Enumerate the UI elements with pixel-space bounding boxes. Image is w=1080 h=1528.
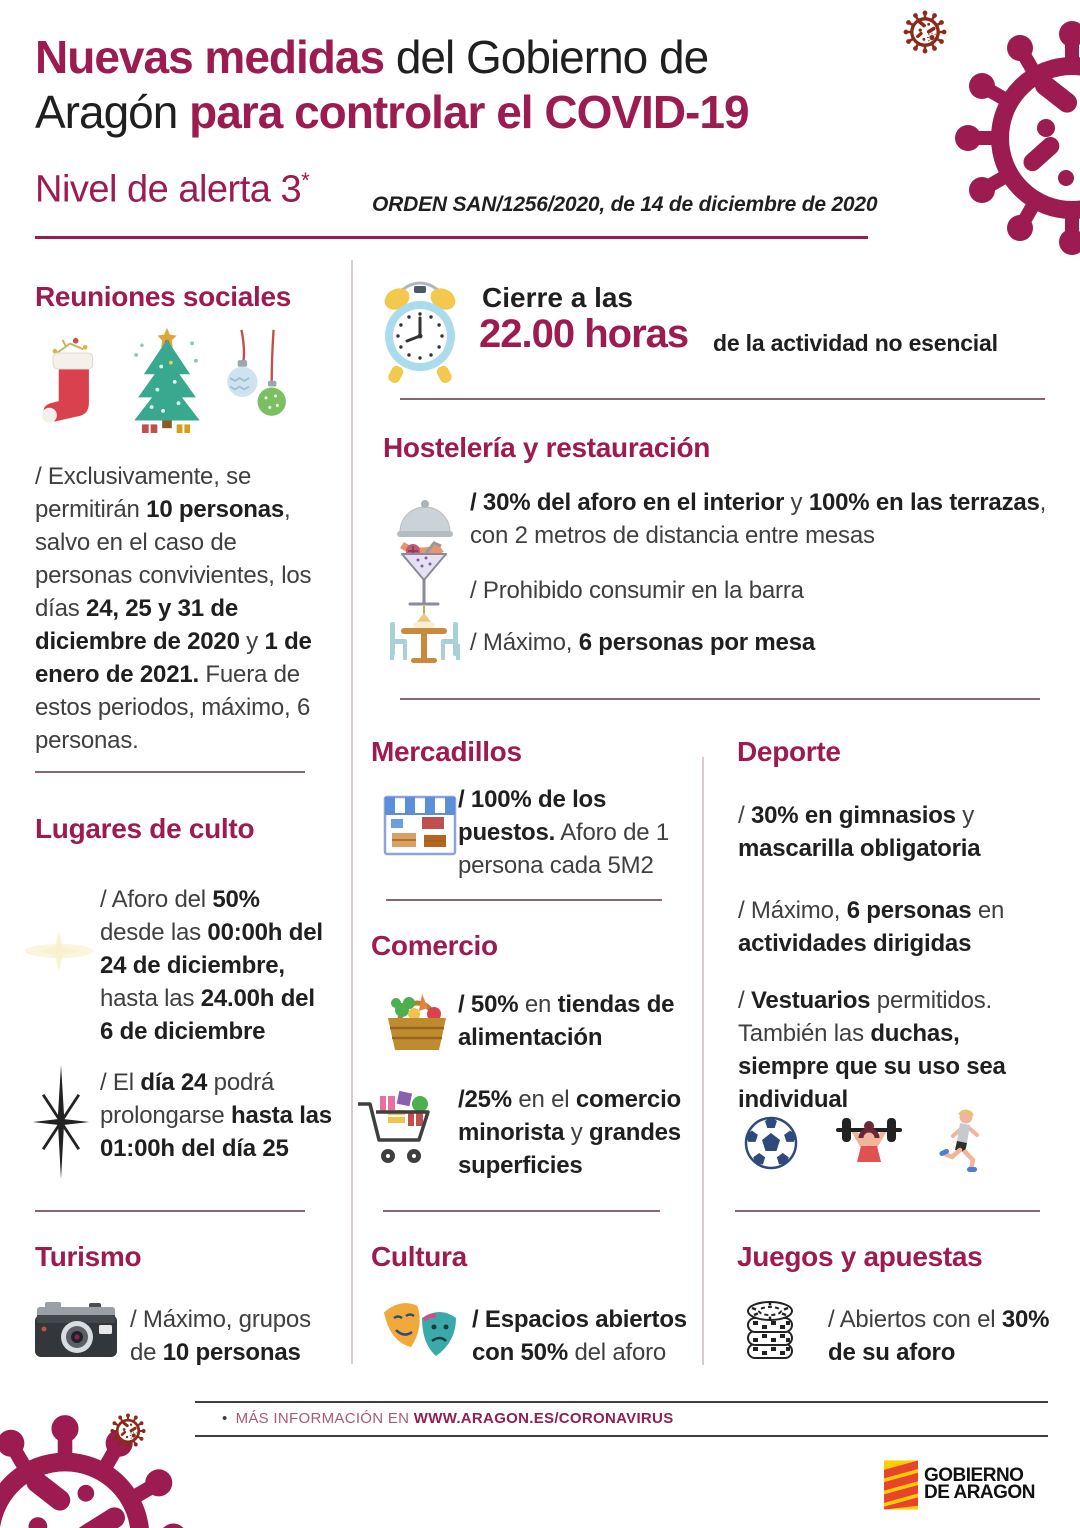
section-title-cultura: Cultura: [371, 1241, 467, 1272]
theater-masks-icon: [376, 1296, 464, 1362]
market-stall-icon: [382, 791, 458, 857]
alert-level-asterisk: *: [301, 168, 310, 193]
cierre-time: 22.00 horas: [479, 312, 689, 356]
stocking-icon: [38, 328, 104, 428]
poker-chips-icon: [742, 1294, 798, 1362]
gov-logo-line1: GOBIERNO: [924, 1465, 1024, 1486]
page-title: [35, 30, 915, 140]
runner-icon: [936, 1108, 988, 1174]
virus-small-icon: [110, 1413, 146, 1449]
cierre-line2: de la actividad no esencial: [713, 330, 998, 356]
order-reference: ORDEN SAN/1256/2020, de 14 de diciembre de 2020: [372, 193, 878, 216]
lugares-item-1: / Aforo del 50% desde las 00:00h del 24 de diciembre, hasta las 24.00h del 6 de diciembre: [100, 886, 323, 1045]
virus-small-icon: [903, 10, 947, 54]
christmas-tree-icon: [128, 326, 206, 434]
column-divider: [351, 260, 353, 1364]
soccer-ball-icon: [744, 1116, 798, 1170]
deporte-item-1: / 30% en gimnasios y mascarilla obligatoria: [738, 802, 981, 862]
header-rule: [35, 236, 868, 239]
divider: [386, 899, 662, 901]
footer-rule-top: [195, 1401, 1048, 1403]
section-title-hosteleria: Hostelería y restauración: [383, 432, 711, 463]
grocery-basket-icon: [376, 984, 458, 1056]
hosteleria-item-2: / Prohibido consumir en la barra: [470, 577, 804, 604]
deporte-item-3: / Vestuarios permitidos. También las duchas, siempre que su uso sea individual: [738, 987, 1006, 1113]
baubles-icon: [222, 328, 294, 430]
page-title-accent-1: Nuevas medidas: [35, 31, 385, 83]
comercio-item-2: /25% en el comercio minorista y grandes superficies: [458, 1086, 682, 1179]
section-title-lugares: Lugares de culto: [35, 813, 255, 844]
alert-level-text: Nivel de alerta 3: [35, 168, 302, 211]
table-chairs-icon: [384, 606, 464, 668]
footer-rule-bottom: [195, 1435, 1048, 1437]
shopping-cart-icon: [356, 1090, 444, 1174]
page-title-plain-2: Aragón: [35, 86, 190, 138]
cultura-item-1: / Espacios abiertos con 50% del aforo: [472, 1306, 687, 1366]
star-sparkle-icon: [30, 1062, 92, 1182]
juegos-item-1: / Abiertos con el 30% de su aforo: [828, 1306, 1050, 1366]
candle-glow-icon: [20, 925, 98, 977]
weightlifter-icon: [832, 1112, 906, 1176]
divider: [35, 771, 305, 773]
section-title-comercio: Comercio: [371, 930, 498, 961]
camera-icon: [33, 1299, 119, 1361]
lugares-item-2: / El día 24 podrá prolongarse hasta las 01:00h del día 25: [100, 1069, 332, 1162]
section-title-mercadillos: Mercadillos: [371, 736, 522, 767]
section-title-reuniones: Reuniones sociales: [35, 281, 292, 312]
gov-logo-line2: DE ARAGON: [924, 1482, 1035, 1503]
reuniones-text: / Exclusivamente, se permitirán 10 personas, salvo en el caso de personas convivientes, los días 24, 25 y 31 de diciembre de 2020 y 1 de enero de 2021. Fuera de estos periodos, máximo, 6 personas.: [35, 463, 312, 754]
deporte-item-2: / Máximo, 6 personas en actividades dirigidas: [738, 897, 1005, 957]
divider: [735, 1210, 1040, 1212]
section-title-turismo: Turismo: [35, 1241, 142, 1272]
hosteleria-item-1: / 30% del aforo en el interior y 100% en las terrazas, con 2 metros de distancia entre mesas: [470, 489, 1047, 549]
mercadillos-item-1: / 100% de los puestos. Aforo de 1 persona cada 5M2: [458, 786, 669, 879]
page-title-accent-2: para controlar el COVID-19: [189, 86, 749, 138]
page-title-plain-1: del Gobierno de: [384, 31, 709, 83]
divider: [400, 698, 1040, 700]
virus-large-icon: [952, 18, 1080, 258]
virus-large-icon: [0, 1412, 190, 1528]
column-divider: [702, 757, 704, 1365]
footer-bullet: •: [222, 1410, 228, 1427]
divider: [400, 398, 1045, 400]
gobierno-aragon-logo: [884, 1460, 1035, 1510]
section-title-deporte: Deporte: [737, 736, 841, 767]
footer-info-text: MÁS INFORMACIÓN EN: [235, 1410, 414, 1427]
footer-info-url: WWW.ARAGON.ES/CORONAVIRUS: [413, 1410, 674, 1427]
divider: [35, 1210, 305, 1212]
cierre-line1: Cierre a las: [482, 282, 633, 313]
footer-info: [222, 1410, 674, 1427]
comercio-item-1: / 50% en tiendas de alimentación: [458, 991, 675, 1051]
alarm-clock-icon: [370, 274, 470, 386]
section-title-juegos: Juegos y apuestas: [737, 1241, 983, 1272]
alert-level: [35, 168, 309, 212]
turismo-item-1: / Máximo, grupos de 10 personas: [130, 1306, 311, 1366]
divider: [383, 1210, 660, 1212]
hosteleria-item-3: / Máximo, 6 personas por mesa: [470, 629, 815, 656]
aragon-shield-icon: [884, 1460, 918, 1510]
